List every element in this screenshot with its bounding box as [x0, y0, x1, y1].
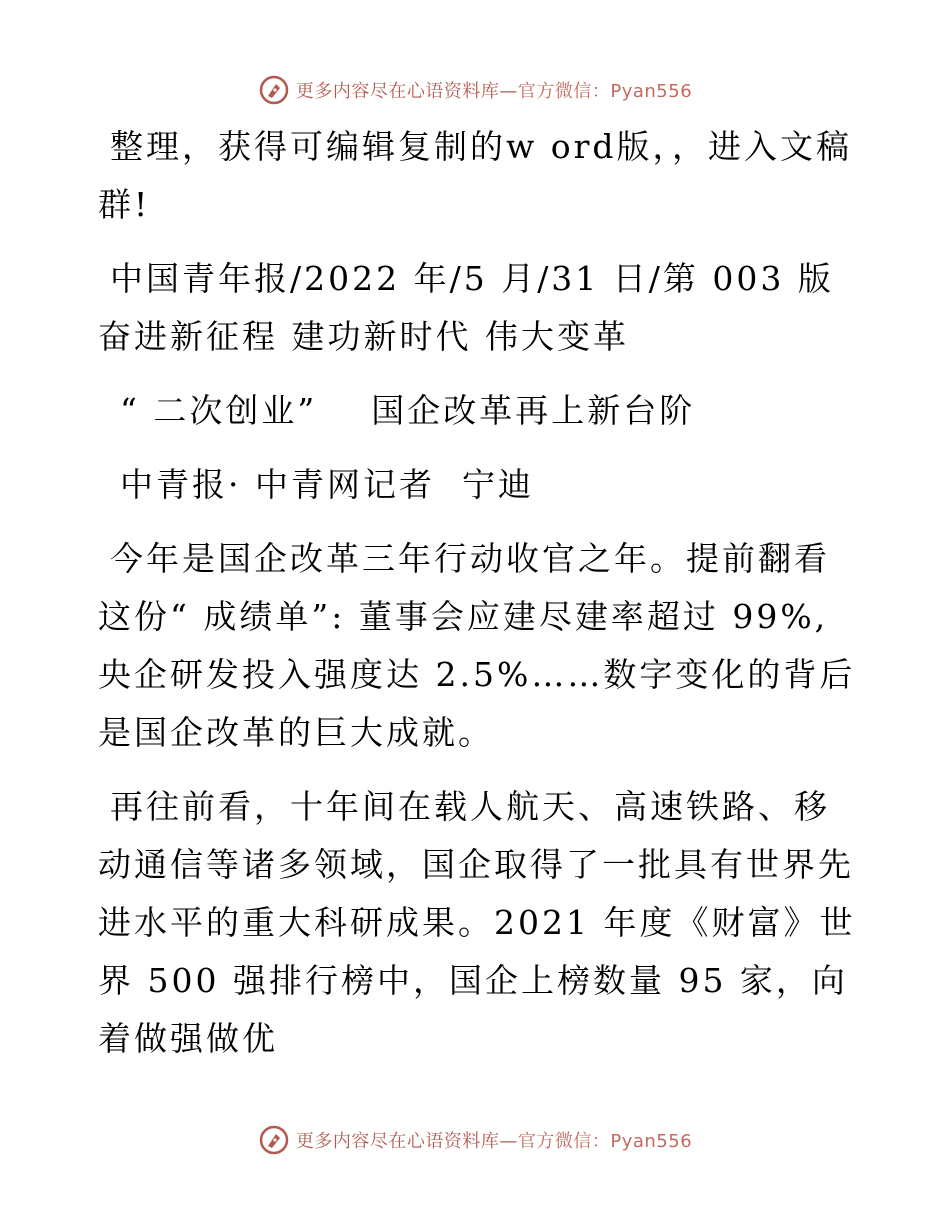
watermark-text [296, 77, 692, 103]
watermark-wechat: 官方微信：Pyan556 [517, 1131, 693, 1152]
header-watermark [0, 70, 950, 110]
article-title: “ 二次创业” 国企改革再上新台阶 [120, 391, 696, 430]
watermark-brand: 更多内容尽在心语资料库 [295, 1131, 500, 1152]
paragraph-intro: 整理，获得可编辑复制的w ord版，，进入文稿群! [98, 127, 853, 224]
article-byline: 中青报· 中青网记者 宁迪 [120, 465, 534, 504]
watermark-text [296, 1127, 692, 1153]
watermark-separator: — [499, 81, 518, 102]
footer-watermark [0, 1120, 950, 1160]
pen-nib-logo-icon [258, 1124, 290, 1156]
paragraph-body-2: 再往前看，十年间在载人航天、高速铁路、移动通信等诸多领域，国企取得了一批具有世界先进水平的重大科研成果。2021 年度《财富》世界 500 强排行榜中，国企上榜数量 95 家，向着做强做优 [98, 787, 856, 1058]
paragraph-source: 中国青年报/2022 年/5 月/31 日/第 003 版奋进新征程 建功新时代 伟大变革 [98, 259, 834, 356]
pen-nib-logo-icon [258, 74, 290, 106]
watermark-separator: — [499, 1131, 518, 1152]
watermark-wechat: 官方微信：Pyan556 [517, 81, 693, 102]
document-body [98, 118, 858, 1084]
watermark-brand: 更多内容尽在心语资料库 [295, 81, 500, 102]
paragraph-body-1: 今年是国企改革三年行动收官之年。提前翻看这份“ 成绩单”: 董事会应建尽建率超过 99%, 央企研发投入强度达 2.5%……数字变化的背后是国企改革的巨大成就。 [98, 539, 856, 752]
